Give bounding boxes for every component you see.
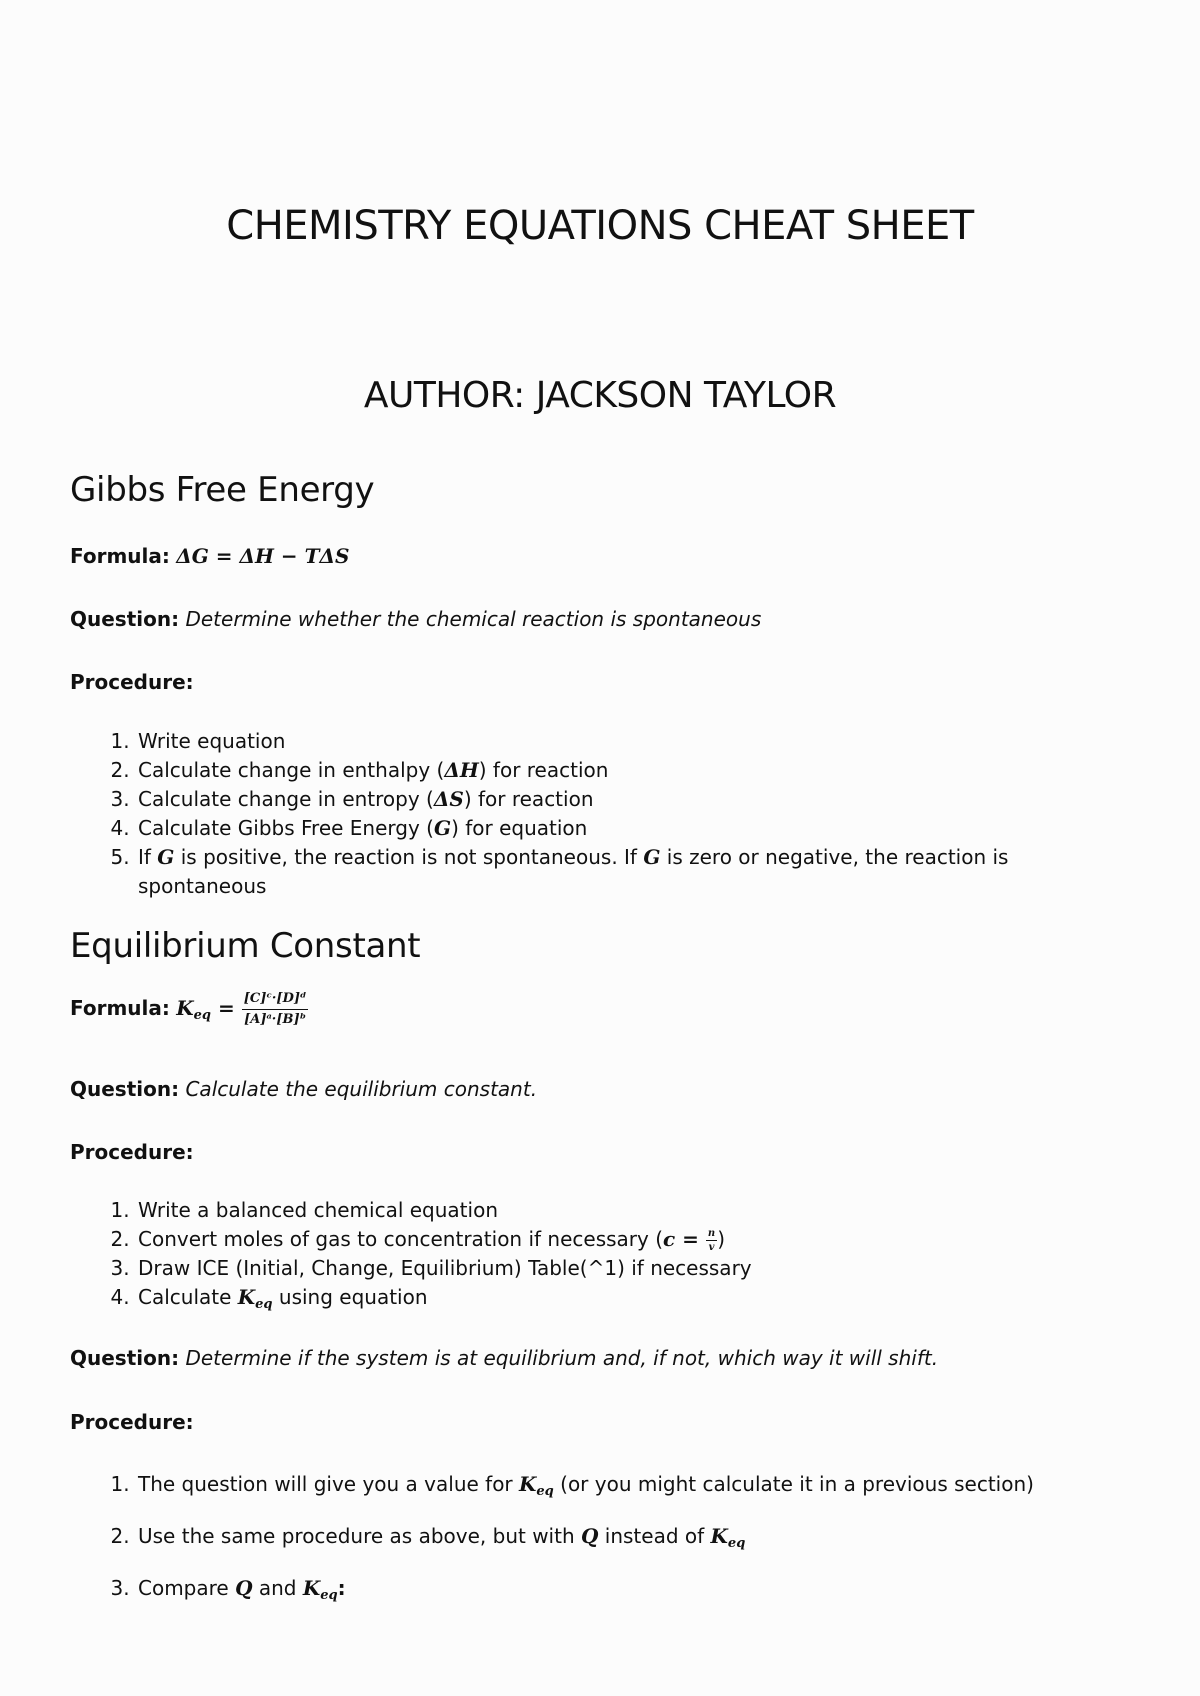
list-item [136,727,1116,756]
gibbs-procedure-list [70,727,1116,901]
step-text: Compare [138,1576,236,1600]
step-text: Calculate [138,1285,238,1309]
step-text: ) for equation [451,816,588,840]
list-item [136,1225,1116,1254]
gibbs-question: Determine whether the chemical reaction is spontaneous [185,607,762,631]
keq-k: K [176,996,194,1020]
list-item [136,1283,1116,1319]
keq-symbol [237,1285,273,1312]
equilibrium-question: Calculate the equilibrium constant. [185,1077,538,1101]
keq-denominator: [A]ᵃ·[B]ᵇ [244,1012,307,1027]
keq-sub: eq [536,1484,554,1499]
equilibrium-question2: Determine if the system is at equilibrium and, if not, which way it will shift. [185,1346,939,1370]
step-text: ) for reaction [478,758,609,782]
formula-label: Formula: [70,996,170,1020]
gibbs-formula: ΔG = ΔH − TΔS [176,544,350,568]
keq-sub: eq [727,1536,746,1551]
keq-symbol [710,1524,746,1551]
step-text: (or you might calculate it in a previous section) [553,1472,1034,1496]
math-c: c = [663,1227,706,1251]
step-text: If [138,845,158,869]
keq-sub: eq [255,1297,273,1312]
keq-sub: eq [193,1008,212,1023]
keq-sub: eq [320,1588,338,1603]
list-item [136,1254,1116,1283]
step-text: Write a balanced chemical equation [138,1198,498,1222]
procedure-label: Procedure: [70,1140,194,1164]
step-text: Calculate Gibbs Free Energy ( [138,816,434,840]
question-label: Question: [70,1077,180,1101]
keq-symbol [176,996,212,1023]
step-text: The question will give you a value for [138,1472,520,1496]
list-item [136,814,1116,843]
equilibrium-procedure2-list [70,1470,1116,1626]
step-text: : [337,1576,346,1600]
step-text: is zero or negative, the reaction is spontaneous [138,845,1009,898]
formula-label: Formula: [70,544,170,568]
step-text: instead of [598,1524,711,1548]
step-text: Draw ICE (Initial, Change, Equilibrium) Table(^1) if necessary [138,1256,752,1280]
step-text: using equation [272,1285,428,1309]
fraction-numerator: n [707,1228,716,1239]
gibbs-question-line [70,607,761,631]
step-text: and [252,1576,303,1600]
procedure-label: Procedure: [70,670,194,694]
equilibrium-procedure-list [70,1196,1116,1319]
author-line: AUTHOR: JACKSON TAYLOR [363,375,837,416]
list-item [136,843,1116,901]
math-delta-s: ΔS [433,787,464,811]
question-label: Question: [70,607,180,631]
math-delta-h: ΔH [444,758,479,782]
question-label: Question: [70,1346,180,1370]
step-text: Calculate change in entropy ( [138,787,434,811]
list-item [136,1196,1116,1225]
math-g: G [433,816,452,840]
section-heading-gibbs: Gibbs Free Energy [70,470,375,510]
section-heading-equilibrium: Equilibrium Constant [70,926,421,966]
keq-k: K [519,1472,537,1496]
equilibrium-question-line [70,1077,537,1101]
keq-k: K [710,1524,728,1548]
step-text: Use the same procedure as above, but with [138,1524,581,1548]
step-text: Calculate change in enthalpy ( [138,758,445,782]
keq-fraction [242,990,309,1029]
equilibrium-question2-line [70,1346,938,1370]
list-item [136,1522,1116,1558]
step-text: Write equation [138,729,286,753]
step-text: is positive, the reaction is not spontaneous. If [174,845,644,869]
gibbs-formula-line [70,544,349,568]
math-q: Q [235,1576,253,1600]
equilibrium-formula-line [70,990,308,1029]
keq-symbol [302,1576,338,1603]
document-title: CHEMISTRY EQUATIONS CHEAT SHEET [226,203,974,249]
list-item [136,1574,1116,1610]
equals-sign: = [211,996,242,1020]
list-item [136,1470,1116,1506]
keq-numerator: [C]ᶜ·[D]ᵈ [242,990,309,1010]
n-over-v-fraction [706,1228,717,1253]
keq-k: K [302,1576,321,1600]
step-text: ) for reaction [463,787,594,811]
step-text: ) [717,1227,725,1251]
math-g: G [157,845,175,869]
keq-symbol [519,1472,554,1499]
list-item [136,756,1116,785]
math-q: Q [581,1524,599,1548]
step-text: Convert moles of gas to concentration if necessary ( [138,1227,664,1251]
keq-k: K [237,1285,256,1309]
fraction-denominator: v [708,1242,715,1253]
procedure-label: Procedure: [70,1410,194,1434]
list-item [136,785,1116,814]
math-g: G [643,845,661,869]
